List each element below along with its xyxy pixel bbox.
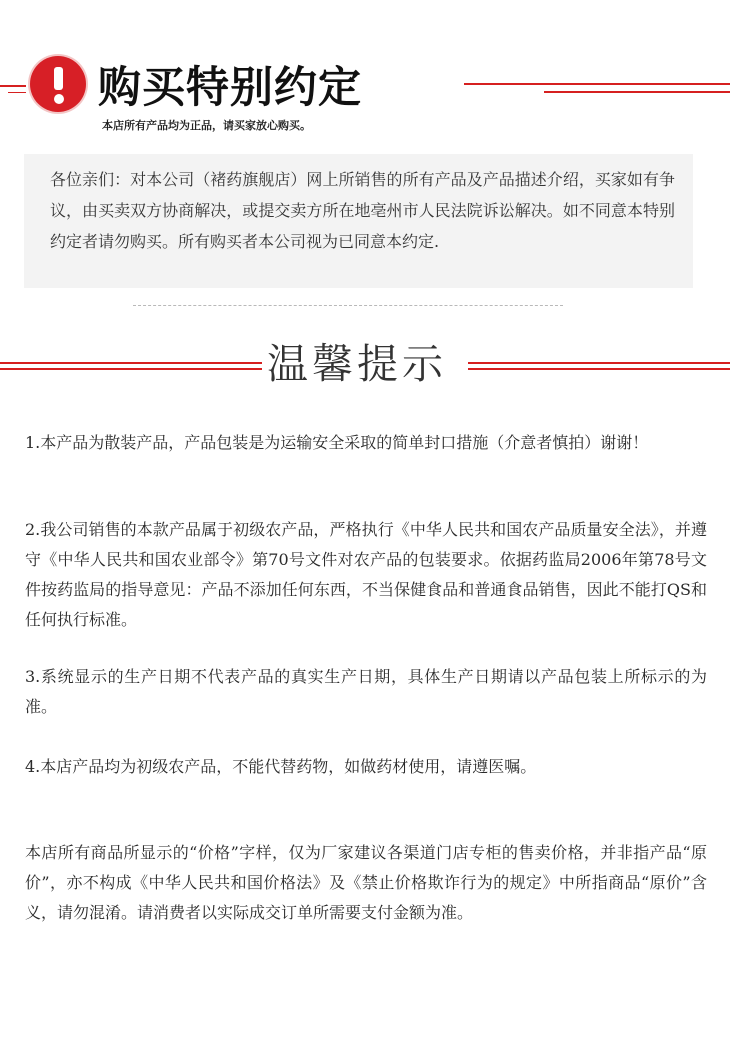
header-rule-right-lower bbox=[544, 91, 730, 93]
tip-item-4: 4.本店产品均为初级农产品，不能代替药物，如做药材使用，请遵医嘱。 bbox=[25, 757, 537, 776]
warning-icon bbox=[30, 56, 86, 112]
page-title: 购买特别约定 bbox=[98, 63, 362, 113]
notice-text: 各位亲们：对本公司（褚药旗舰店）网上所销售的所有产品及产品描述介绍，买家如有争议，由买卖双方协商解决，或提交卖方所在地亳州市人民法院诉讼解决。如不同意本特别约定者请勿购买。所有购买者本公司视为已同意本约定. bbox=[50, 170, 675, 251]
tips-rule-right-upper bbox=[468, 362, 730, 364]
tip-item-3: 3.系统显示的生产日期不代表产品的真实生产日期，具体生产日期请以产品包装上所标示的为准。 bbox=[25, 667, 707, 716]
tips-rule-left-upper bbox=[0, 362, 262, 364]
header-rule-right-upper bbox=[464, 83, 730, 85]
header-rule-left bbox=[0, 85, 26, 87]
page-subtitle: 本店所有产品均为正品，请买家放心购买。 bbox=[102, 119, 311, 132]
price-notice: 本店所有商品所显示的“价格”字样，仅为厂家建议各渠道门店专柜的售卖价格，并非指产品“原价”，亦不构成《中华人民共和国价格法》及《禁止价格欺诈行为的规定》中所指商品“原价”含义，请勿混淆。请消费者以实际成交订单所需要支付金额为准。 bbox=[25, 843, 707, 922]
tips-rule-right-lower bbox=[468, 368, 730, 370]
header-rule-left-lower bbox=[8, 92, 26, 93]
dashed-divider bbox=[133, 305, 563, 306]
tip-item-2: 2.我公司销售的本款产品属于初级农产品，严格执行《中华人民共和国农产品质量安全法》，并遵守《中华人民共和国农业部令》第70号文件对农产品的包装要求。依据药监局2006年第78号文件按药监局的指导意见：产品不添加任何东西，不当保健食品和普通食品销售，因此不能打QS和任何执行标准。 bbox=[25, 520, 707, 629]
tips-rule-left-lower bbox=[0, 368, 262, 370]
special-agreement-notice bbox=[24, 154, 693, 288]
tips-title: 温馨提示 bbox=[267, 340, 447, 388]
tip-item-1: 1.本产品为散装产品，产品包装是为运输安全采取的简单封口措施（介意者慎拍）谢谢！ bbox=[25, 433, 649, 452]
